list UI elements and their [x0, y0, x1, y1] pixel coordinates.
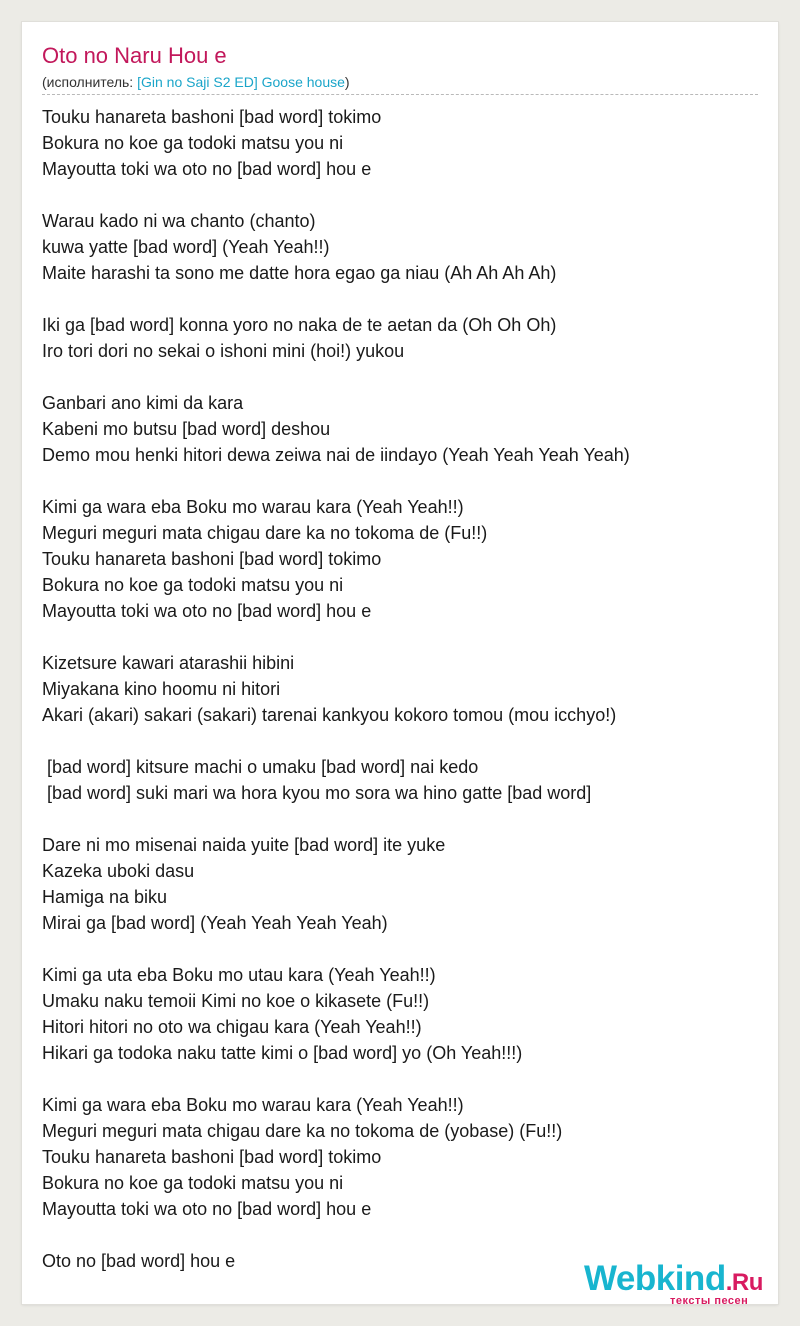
artist-prefix: (исполнитель:: [42, 74, 138, 90]
lyric-line: [bad word] suki mari wa hora kyou mo sora wa hino gatte [bad word]: [42, 783, 592, 803]
artist-suffix: ): [344, 74, 350, 90]
webkind-logo[interactable]: [584, 1259, 776, 1307]
lyric-line: Touku hanareta bashoni [bad word] tokimo: [42, 1147, 382, 1167]
lyric-line: Ganbari ano kimi da kara: [42, 393, 244, 413]
lyric-line: Kimi ga wara eba Boku mo warau kara (Yeah Yeah!!): [42, 1095, 464, 1115]
stanza-break: [42, 728, 758, 754]
lyric-line: Kazeka uboki dasu: [42, 861, 195, 881]
lyric-line: Touku hanareta bashoni [bad word] tokimo: [42, 107, 382, 127]
lyric-line: Kabeni mo butsu [bad word] deshou: [42, 419, 331, 439]
stanza-break: [42, 806, 758, 832]
stanza-break: [42, 1066, 758, 1092]
stanza-break: [42, 1222, 758, 1248]
song-title: Oto no Naru Hou e: [42, 43, 227, 68]
artist-link-goose-house[interactable]: Goose house: [261, 74, 345, 90]
lyric-line: Touku hanareta bashoni [bad word] tokimo: [42, 549, 382, 569]
lyric-line: Miyakana kino hoomu ni hitori: [42, 679, 281, 699]
stanza-break: [42, 624, 758, 650]
artist-line: [42, 73, 758, 95]
lyric-line: Maite harashi ta sono me datte hora egao ga niau (Ah Ah Ah Ah): [42, 263, 557, 283]
lyric-line: Iro tori dori no sekai o ishoni mini (hoi!) yukou: [42, 341, 405, 361]
lyric-line: Meguri meguri mata chigau dare ka no tokoma de (yobase) (Fu!!): [42, 1121, 563, 1141]
lyric-line: Meguri meguri mata chigau dare ka no tokoma de (Fu!!): [42, 523, 488, 543]
lyric-line: Oto no [bad word] hou e: [42, 1251, 236, 1271]
lyric-line: Kimi ga uta eba Boku mo utau kara (Yeah Yeah!!): [42, 965, 436, 985]
lyric-line: Hamiga na biku: [42, 887, 168, 907]
lyric-line: [bad word] kitsure machi o umaku [bad word] nai kedo: [42, 757, 479, 777]
lyric-line: Umaku naku temoii Kimi no koe o kikasete (Fu!!): [42, 991, 430, 1011]
logo-suffix: .Ru: [725, 1269, 763, 1296]
lyric-line: Kizetsure kawari atarashii hibini: [42, 653, 295, 673]
lyric-line: Demo mou henki hitori dewa zeiwa nai de iindayo (Yeah Yeah Yeah Yeah): [42, 445, 630, 465]
stanza-break: [42, 364, 758, 390]
lyric-line: Warau kado ni wa chanto (chanto): [42, 211, 316, 231]
logo-tagline: тексты песен: [670, 1295, 749, 1307]
lyric-line: Bokura no koe ga todoki matsu you ni: [42, 575, 344, 595]
stanza-break: [42, 286, 758, 312]
stanza-break: [42, 182, 758, 208]
stanza-break: [42, 468, 758, 494]
logo-main-text: Webkind: [584, 1259, 726, 1298]
lyric-line: Mayoutta toki wa oto no [bad word] hou e: [42, 1199, 372, 1219]
lyric-line: Bokura no koe ga todoki matsu you ni: [42, 1173, 344, 1193]
lyric-line: Akari (akari) sakari (sakari) tarenai kankyou kokoro tomou (mou icchyo!): [42, 705, 617, 725]
lyrics-text: [42, 104, 758, 1274]
lyric-line: Mirai ga [bad word] (Yeah Yeah Yeah Yeah): [42, 913, 388, 933]
lyric-line: Hitori hitori no oto wa chigau kara (Yeah Yeah!!): [42, 1017, 422, 1037]
lyric-line: Kimi ga wara eba Boku mo warau kara (Yeah Yeah!!): [42, 497, 464, 517]
lyric-line: Mayoutta toki wa oto no [bad word] hou e: [42, 601, 372, 621]
lyrics-card: [22, 22, 778, 1307]
lyric-line: Hikari ga todoka naku tatte kimi o [bad word] yo (Oh Yeah!!!): [42, 1043, 523, 1063]
artist-link-gin-no-saji[interactable]: [Gin no Saji S2 ED]: [137, 74, 258, 90]
lyric-line: kuwa yatte [bad word] (Yeah Yeah!!): [42, 237, 330, 257]
lyric-line: Mayoutta toki wa oto no [bad word] hou e: [42, 159, 372, 179]
lyric-line: Iki ga [bad word] konna yoro no naka de te aetan da (Oh Oh Oh): [42, 315, 557, 335]
lyric-line: Dare ni mo misenai naida yuite [bad word] ite yuke: [42, 835, 446, 855]
lyric-line: Bokura no koe ga todoki matsu you ni: [42, 133, 344, 153]
stanza-break: [42, 936, 758, 962]
